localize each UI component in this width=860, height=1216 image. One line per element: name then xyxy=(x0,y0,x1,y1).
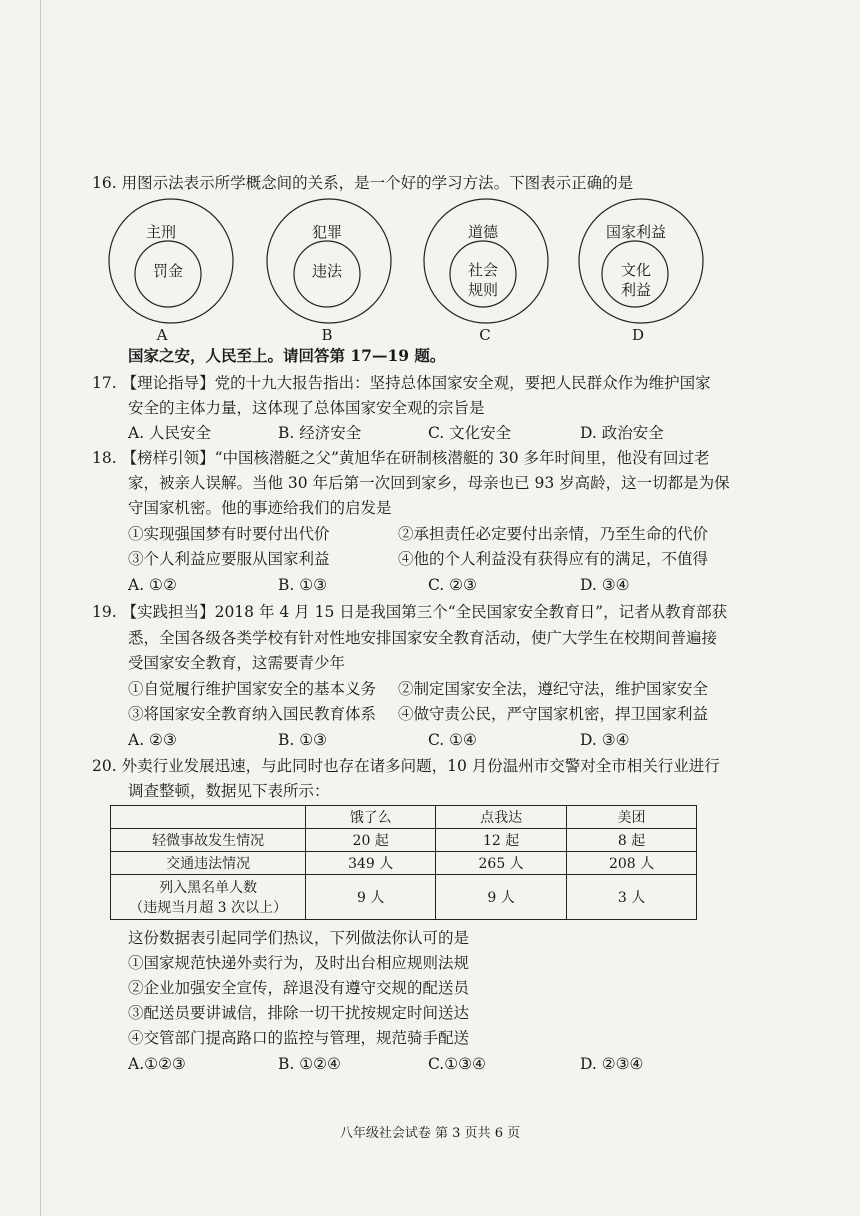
diagram-d-inner-line1: 文化 xyxy=(620,261,651,279)
q20-item-2: ②企业加强安全宣传，辞退没有遵守交规的配送员 xyxy=(128,979,470,997)
diagram-d-outer: 国家利益 xyxy=(605,223,666,241)
table-cell: 8 起 xyxy=(567,829,697,852)
table-cell: 20 起 xyxy=(306,829,436,852)
q19-option-a: A. ②③ xyxy=(128,731,177,749)
q20-option-a: A.①②③ xyxy=(128,1055,186,1073)
table-cell: 交通违法情况 xyxy=(111,852,306,875)
q20-line1: 20. 外卖行业发展迅速，与此同时也存在诸多问题，10 月份温州市交警对全市相关行业进行 xyxy=(92,757,720,775)
page-footer: 八年级社会试卷 第 3 页共 6 页 xyxy=(339,1126,521,1141)
table-cell: 349 人 xyxy=(306,852,436,875)
q18-option-d: D. ③④ xyxy=(580,576,630,594)
q19-line3: 受国家安全教育，这需要青少年 xyxy=(128,654,346,672)
q20-item-3: ③配送员要讲诚信，排除一切干扰按规定时间送达 xyxy=(128,1004,470,1022)
q19-line1: 19. 【实践担当】2018 年 4 月 15 日是我国第三个“全民国家安全教育日”，记者从教育部获 xyxy=(92,603,728,621)
q18-item-2: ②承担责任必定要付出亲情，乃至生命的代价 xyxy=(398,525,709,543)
q17-option-b: B. 经济安全 xyxy=(278,424,362,442)
table-header-meituan: 美团 xyxy=(567,806,697,829)
table-header-empty xyxy=(111,806,306,829)
q18-item-4: ④他的个人利益没有获得应有的满足，不值得 xyxy=(398,550,709,568)
blacklist-note: （违规当月超 3 次以上） xyxy=(129,900,288,916)
q19-option-d: D. ③④ xyxy=(580,731,630,749)
q18-line3: 守国家机密。他的事迹给我们的启发是 xyxy=(128,499,392,517)
table-header-row xyxy=(111,806,697,829)
diagram-c-outer: 道德 xyxy=(467,223,498,241)
q18-line1: 18. 【榜样引领】“中国核潜艇之父”黄旭华在研制核潜艇的 30 多年时间里，他没有回过老 xyxy=(92,449,710,467)
q18-item-3: ③个人利益应要服从国家利益 xyxy=(128,550,330,568)
diagram-c-inner-line2: 规则 xyxy=(467,281,498,299)
diagram-d-letter: D xyxy=(631,326,645,344)
q16-stem: 16. 用图示法表示所学概念间的关系，是一个好的学习方法。下图表示正确的是 xyxy=(92,174,634,192)
table-cell: 轻微事故发生情况 xyxy=(111,829,306,852)
q20-option-c: C.①③④ xyxy=(428,1055,486,1073)
table-cell: 208 人 xyxy=(567,852,697,875)
q17-line2: 安全的主体力量，这体现了总体国家安全观的宗旨是 xyxy=(128,399,485,417)
diagram-b-inner: 违法 xyxy=(311,262,342,280)
q18-option-b: B. ①③ xyxy=(278,576,328,594)
table-cell: 9 人 xyxy=(306,875,436,920)
q17-option-a: A. 人民安全 xyxy=(128,424,212,442)
diagram-a-outer: 主刑 xyxy=(145,223,176,241)
table-cell: 265 人 xyxy=(436,852,567,875)
q18-option-c: C. ②③ xyxy=(428,576,477,594)
q20-item-1: ①国家规范快递外卖行为，及时出台相应规则法规 xyxy=(128,954,470,972)
q19-item-3: ③将国家安全教育纳入国民教育体系 xyxy=(128,705,377,723)
diagram-b-letter: B xyxy=(321,326,333,344)
q19-item-4: ④做守责公民，严守国家机密，捍卫国家利益 xyxy=(398,705,709,723)
diagram-c-letter: C xyxy=(479,326,491,344)
q18-line2: 家，被亲人误解。当他 30 年后第一次回到家乡，母亲也已 93 岁高龄，这一切都是为保 xyxy=(128,474,730,492)
q19-line2: 悉，全国各级各类学校有针对性地安排国家安全教育活动，使广大学生在校期间普遍接 xyxy=(128,629,718,647)
q18-option-a: A. ①② xyxy=(128,576,177,594)
q20-option-d: D. ②③④ xyxy=(580,1055,644,1073)
diagram-d-inner-line2: 利益 xyxy=(620,281,651,299)
blacklist-label: 列入黑名单人数 xyxy=(159,880,258,896)
q19-option-b: B. ①③ xyxy=(278,731,328,749)
q19-option-c: C. ①④ xyxy=(428,731,477,749)
q17-line1: 17. 【理论指导】党的十九大报告指出：坚持总体国家安全观，要把人民群众作为维护国家 xyxy=(92,374,711,392)
diagram-a-letter: A xyxy=(156,326,168,344)
table-cell-blacklist xyxy=(111,875,306,920)
diagram-c-inner-line1: 社会 xyxy=(467,261,498,279)
page-edge xyxy=(40,0,41,1216)
table-header-eleme: 饿了么 xyxy=(306,806,436,829)
q20-option-b: B. ①②④ xyxy=(278,1055,341,1073)
q18-item-1: ①实现强国梦有时要付出代价 xyxy=(128,525,330,543)
q20-after: 这份数据表引起同学们热议，下列做法你认可的是 xyxy=(128,929,470,947)
survey-table xyxy=(110,805,697,920)
q20-line2: 调查整顿，数据见下表所示： xyxy=(128,782,330,800)
intro-17-19: 国家之安，人民至上。请回答第 17—19 题。 xyxy=(128,346,446,365)
q17-option-c: C. 文化安全 xyxy=(428,424,512,442)
table-cell: 3 人 xyxy=(567,875,697,920)
table-header-dianwoda: 点我达 xyxy=(436,806,567,829)
diagram-a-inner: 罚金 xyxy=(152,262,183,280)
table-cell: 12 起 xyxy=(436,829,567,852)
table-row xyxy=(111,852,697,875)
table-row xyxy=(111,875,697,920)
diagram-b-outer: 犯罪 xyxy=(311,223,342,241)
q19-item-2: ②制定国家安全法，遵纪守法，维护国家安全 xyxy=(398,680,709,698)
table-cell: 9 人 xyxy=(436,875,567,920)
q17-option-d: D. 政治安全 xyxy=(580,424,664,442)
q19-item-1: ①自觉履行维护国家安全的基本义务 xyxy=(128,680,377,698)
table-row xyxy=(111,829,697,852)
q20-item-4: ④交管部门提高路口的监控与管理，规范骑手配送 xyxy=(128,1029,470,1047)
